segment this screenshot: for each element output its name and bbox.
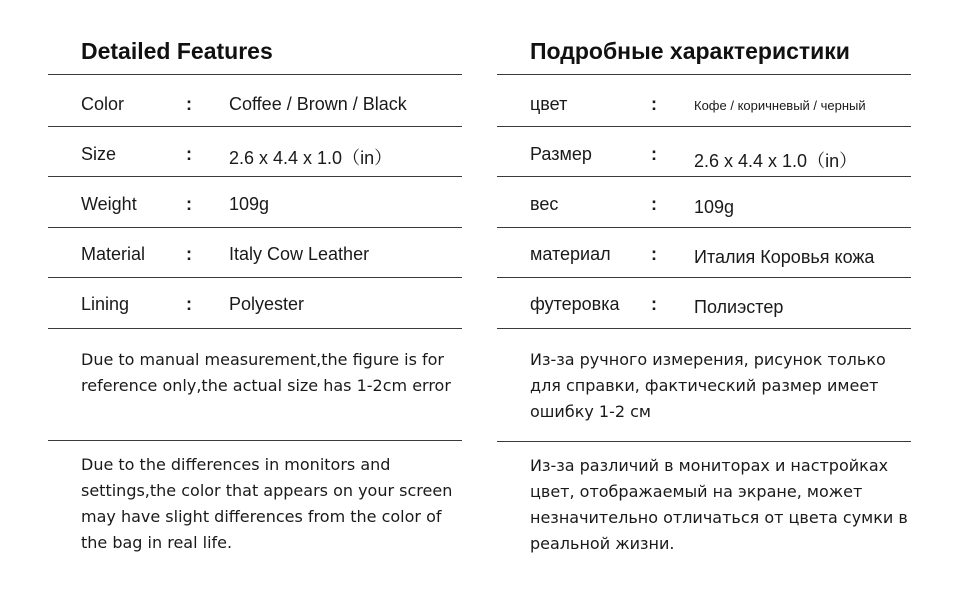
feature-separator: :	[186, 144, 192, 164]
feature-value: 2.6 x 4.4 x 1.0（in）	[694, 151, 858, 171]
feature-label: Weight	[81, 194, 137, 214]
feature-separator: :	[651, 294, 657, 314]
measurement-note: Из-за ручного измерения, рисунок только для справки, фактический размер имеет ошибку 1-2 см	[530, 350, 886, 421]
feature-label: Size	[81, 144, 117, 164]
feature-separator: :	[186, 94, 192, 114]
measurement-note: Due to manual measurement,the figure is for reference only,the actual size has 1-2cm error	[81, 350, 451, 395]
divider	[48, 227, 462, 228]
feature-label: Color	[81, 94, 125, 114]
feature-value: Полиэстер	[694, 297, 784, 317]
feature-separator: :	[651, 94, 657, 114]
russian-title: Подробные характеристики	[530, 38, 850, 64]
divider	[497, 328, 911, 329]
divider	[497, 277, 911, 278]
feature-separator: :	[186, 294, 192, 314]
divider	[48, 277, 462, 278]
divider	[48, 126, 462, 127]
feature-value: Кофе / коричневый / черный	[694, 98, 866, 113]
feature-label: Material	[81, 244, 146, 264]
divider	[48, 328, 462, 329]
feature-value: Polyester	[229, 294, 305, 314]
divider	[48, 74, 462, 75]
feature-separator: :	[651, 244, 657, 264]
feature-label: Размер	[530, 144, 592, 164]
feature-separator: :	[186, 244, 192, 264]
feature-separator: :	[186, 194, 192, 214]
feature-separator: :	[651, 194, 657, 214]
divider	[497, 74, 911, 75]
feature-label: Lining	[81, 294, 130, 314]
feature-label: футеровка	[530, 294, 620, 314]
divider	[497, 227, 911, 228]
divider	[497, 126, 911, 127]
color-difference-note: Due to the differences in monitors and settings,the color that appears on your screen may have slight differences from the color of the bag in real life.	[81, 455, 453, 552]
divider	[497, 441, 911, 442]
english-title: Detailed Features	[81, 38, 273, 64]
feature-separator: :	[651, 144, 657, 164]
feature-label: цвет	[530, 94, 568, 114]
feature-value: 109g	[694, 197, 735, 217]
divider	[48, 176, 462, 177]
color-difference-note: Из-за различий в мониторах и настройках цвет, отображаемый на экране, может незначительно отличаться от цвета сумки в реальной жизни.	[530, 456, 908, 553]
feature-value: 2.6 x 4.4 x 1.0（in）	[229, 148, 393, 168]
divider	[497, 176, 911, 177]
feature-label: материал	[530, 244, 611, 264]
feature-value: Coffee / Brown / Black	[229, 94, 407, 114]
feature-value: 109g	[229, 194, 270, 214]
feature-label: вес	[530, 194, 559, 214]
feature-value: Italy Cow Leather	[229, 244, 370, 264]
divider	[48, 440, 462, 441]
feature-value: Италия Коровья кожа	[694, 247, 875, 267]
